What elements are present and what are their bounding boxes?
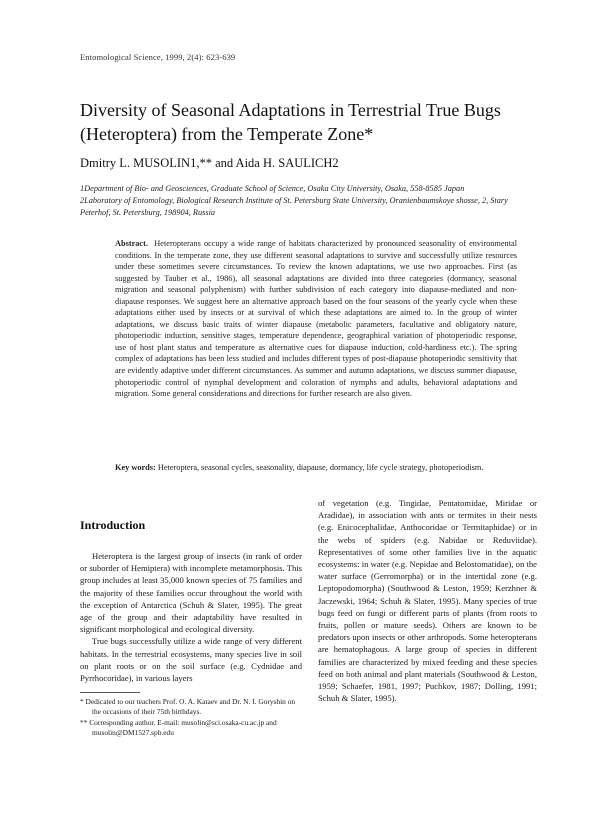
footnote-divider <box>80 692 140 693</box>
article-authors: Dmitry L. MUSOLIN1,** and Aida H. SAULICH2 <box>80 156 339 170</box>
affiliations <box>80 183 540 219</box>
footnote-corresponding-author: ** Corresponding author. E-mail: musolin@sci.osaka-cu.ac.jp and musolin@DM1527.spb.edu <box>80 718 277 738</box>
abstract <box>115 238 517 400</box>
right-column <box>318 497 537 704</box>
affiliation-2: 2Laboratory of Entomology, Biological Research Institute of St. Petersburg State University, Oranienbaumskoye shosse, 2, Stary Peterhof, St. Petersburg, 198904, Russia <box>80 196 508 217</box>
section-heading-introduction: Introduction <box>80 518 146 532</box>
keywords-text: Heteroptera, seasonal cycles, seasonality, diapause, dormancy, life cycle strategy, photoperiodism. <box>157 463 484 472</box>
keywords <box>115 462 517 474</box>
intro-paragraph-2-continued: of vegetation (e.g. Tingidae, Pentatomidae, Miridae or Aradidae), in association with ants or termites in their nests (e.g. Enicocephalidae, Anthocoridae or Termitaphidae) or in the webs of spiders (e.g. Nabidae or Reduviidae). Representatives of some other families live in the aquatic ecosystems: in water (e.g. Nepidae and Belostomatidae), on the water surface (Gerromorpha) or in the intertidal zone (e.g. Leptopodomorpha) (Southwood & Leston, 1959; Kerzhner & Jaczewski, 1964; Schuh & Slater, 1995). Many species of true bugs feed on fungi or different parts of plants (from roots to fruits, pollen or mature seeds). Others are known to be predators upon insects or other arthropods. Some heteropterans are hematophagous. A large group of species in different families are characterized by mixed feeding and these species feed on both animal and plant materials (Southwood & Leston, 1959; Schaefer, 1981, 1997; Puchkov, 1987; Dolling, 1991; Schuh & Slater, 1995). <box>318 498 537 704</box>
intro-paragraph-1: Heteroptera is the largest group of insects (in rank of order or suborder of Hemiptera) with incomplete metamorphosis. This group includes at least 35,000 known species of 75 families and the majority of these families occur throughout the world with the exception of Antarctica (Schuh & Slater, 1995). The great age of the group and their adaptability have resulted in significant morphological and ecological diversity. <box>80 551 302 635</box>
left-column <box>80 518 302 739</box>
footnote-dedication: * Dedicated to our teachers Prof. O. A. Kataev and Dr. N. I. Goryshin on the occasions of their 75th birthdays. <box>80 697 296 717</box>
abstract-label: Abstract. <box>115 239 148 248</box>
abstract-text: Heteropterans occupy a wide range of habitats characterized by pronounced seasonality of environmental conditions. In the temperate zone, they use different seasonal adaptations to survive and successfully utilize resources under these sometimes severe circumstances. To review the known adaptations, we use two approaches. First (as suggested by Tauber et al., 1986), all seasonal adaptations are divided into three categories (dormancy, seasonal migration and seasonal polyphenism) with further subdivision of each category into diapause-mediated and non-diapause responses. We suggest here an alternative approach based on the four seasons of the yearly cycle when these adaptations either used by insects or at survival of which these adaptations are aimed to. In the group of winter adaptations, we discuss basic traits of winter diapause (metabolic parameters, facultative and obligatory nature, photoperiodic induction, sensitive stages, temperature dependence, geographical variation of photoperiodic response, use of host plant status and temperature as alternative cues for diapause induction, cold-hardiness etc.). The spring complex of adaptations has been less studied and includes different types of post-diapause photoperiodic sensitivity that are evidently adaptive under different circumstances. As summer and autumn adaptations, we discuss summer diapause, photoperiodic control of nymphal development and coloration of nymphs and adults, behavioral adaptations and migration. Some general considerations and directions for further research are also given. <box>115 239 517 399</box>
keywords-label: Key words: <box>115 463 156 472</box>
intro-paragraph-2: True bugs successfully utilize a wide range of very different habitats. In the terrestrial ecosystems, many species live in soil on plant roots or on the soil surface (e.g. Cydnidae and Pyrrhocoridae), in various layers <box>80 636 302 684</box>
affiliation-1: 1Department of Bio- and Geosciences, Graduate School of Science, Osaka City University, Osaka, 558-8585 Japan <box>80 184 465 193</box>
journal-citation: Entomological Science, 1999, 2(4): 623-639 <box>80 52 236 62</box>
article-title: Diversity of Seasonal Adaptations in Terrestrial True Bugs (Heteroptera) from the Temperate Zone* <box>80 100 501 144</box>
footnotes <box>80 697 302 738</box>
